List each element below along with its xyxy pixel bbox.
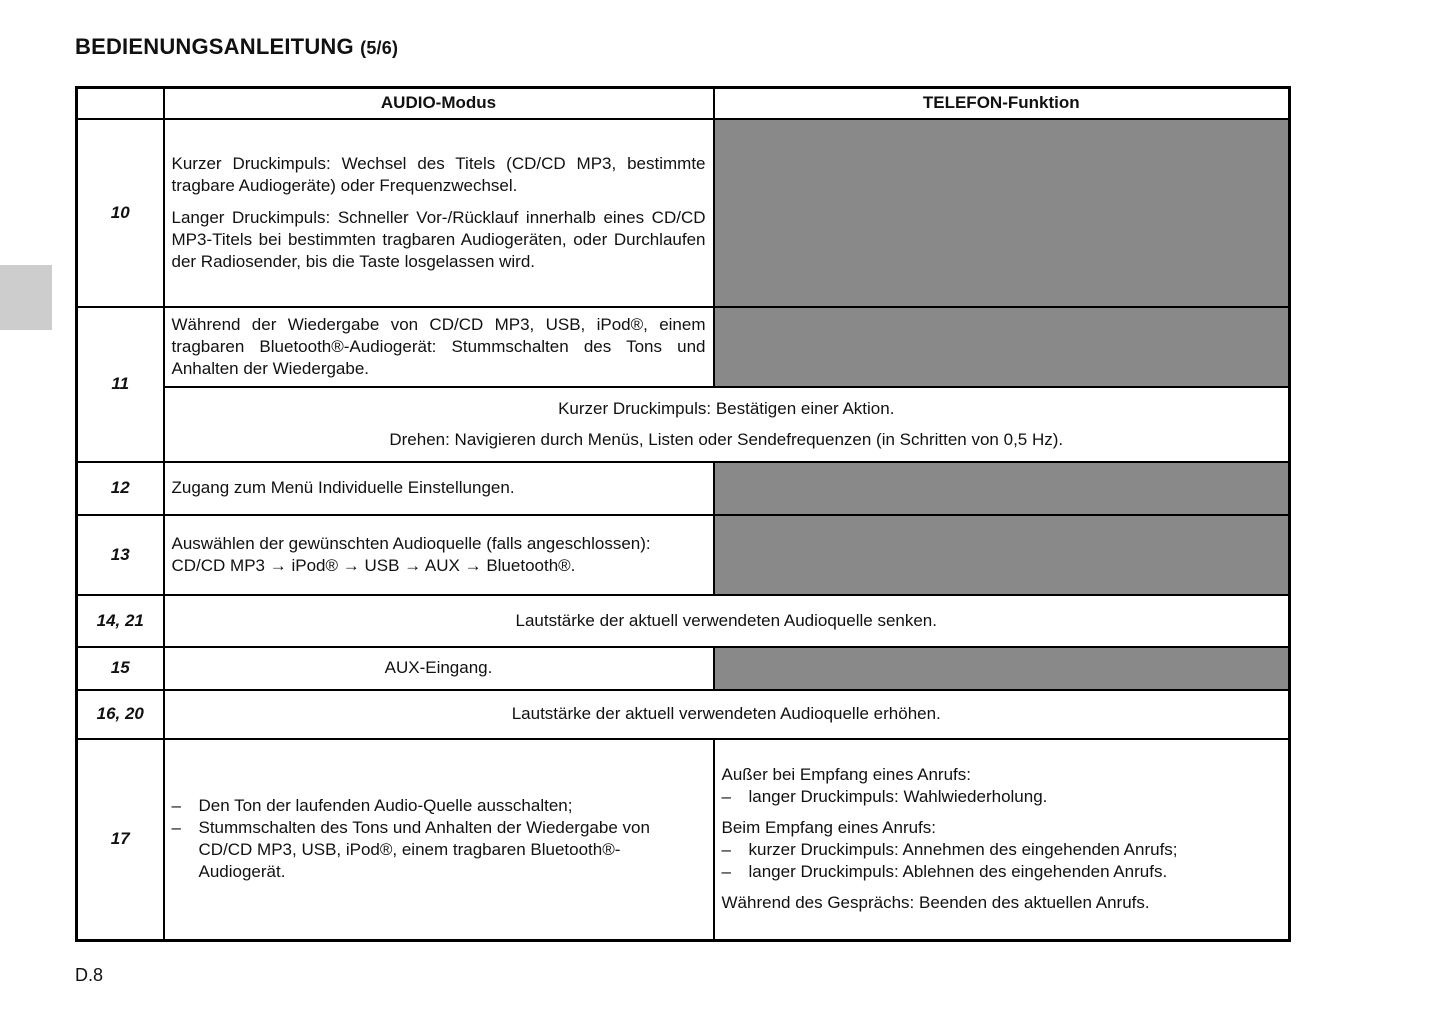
dash-bullet: – <box>721 840 731 860</box>
table-row-15 <box>77 647 1290 690</box>
table-row-16-20 <box>77 690 1290 739</box>
controls-table <box>75 86 1291 942</box>
row-number: 15 <box>77 647 164 690</box>
table-row-12 <box>77 462 1290 515</box>
row-number: 14, 21 <box>77 595 164 647</box>
table-row-11-bottom <box>77 387 1290 462</box>
shared-line: Drehen: Navigieren durch Menüs, Listen oder Sendefrequenzen (in Schritten von 0,5 Hz). <box>389 429 1064 449</box>
telefon-cell-unavailable <box>714 515 1290 595</box>
row-number: 12 <box>77 462 164 515</box>
audio-cell: AUX-Eingang. <box>164 647 714 690</box>
audio-paragraph: Kurzer Druckimpuls: Wechsel des Titels (CD/CD MP3, bestimmte tragbare Audiogeräte) oder Frequenzwechsel. <box>171 153 706 195</box>
page-content <box>75 34 1288 986</box>
dash-bullet: – <box>171 796 181 816</box>
audio-cell <box>164 739 714 941</box>
shared-cell <box>164 387 1290 462</box>
audio-cell <box>164 119 714 307</box>
table-row-14-21 <box>77 595 1290 647</box>
page-title <box>75 34 1288 60</box>
row-number: 17 <box>77 739 164 941</box>
audio-paragraph: Langer Druckimpuls: Schneller Vor-/Rücklauf innerhalb eines CD/CD MP3-Titels bei bestimmten tragbaren Audiogeräten, oder Durchlaufen der Radiosender, bis die Taste losgelassen wird. <box>171 207 706 271</box>
telefon-heading: Beim Empfang eines Anrufs: <box>721 818 937 838</box>
dash-bullet: – <box>171 818 181 838</box>
row-number: 10 <box>77 119 164 307</box>
telefon-cell-unavailable <box>714 119 1290 307</box>
audio-cell: Zugang zum Menü Individuelle Einstellungen. <box>164 462 714 515</box>
audio-list-item <box>172 817 706 883</box>
telefon-list-item-text: langer Druckimpuls: Ablehnen des eingehenden Anrufs. <box>748 862 1168 882</box>
audio-list-item-text: Den Ton der laufenden Audio-Quelle ausschalten; <box>198 796 573 816</box>
telefon-cell-unavailable <box>714 307 1290 387</box>
telefon-paragraph: Während des Gesprächs: Beenden des aktuellen Anrufs. <box>721 893 1150 913</box>
telefon-list-item-text: langer Druckimpuls: Wahlwiederholung. <box>748 787 1048 807</box>
dash-bullet: – <box>721 787 731 807</box>
telefon-cell <box>714 739 1290 941</box>
table-row-11-top <box>77 307 1290 387</box>
shared-cell: Lautstärke der aktuell verwendeten Audioquelle erhöhen. <box>164 690 1290 739</box>
telefon-list-item <box>722 786 1282 808</box>
telefon-heading: Außer bei Empfang eines Anrufs: <box>721 765 971 785</box>
header-cell-audio: AUDIO-Modus <box>164 88 714 119</box>
shared-cell: Lautstärke der aktuell verwendeten Audioquelle senken. <box>164 595 1290 647</box>
telefon-cell-unavailable <box>714 647 1290 690</box>
telefon-cell-unavailable <box>714 462 1290 515</box>
row-number: 16, 20 <box>77 690 164 739</box>
audio-list-item <box>172 795 706 817</box>
table-row-13 <box>77 515 1290 595</box>
table-header-row <box>77 88 1290 119</box>
shared-line: Kurzer Druckimpuls: Bestätigen einer Aktion. <box>558 398 895 418</box>
telefon-list-item <box>722 839 1282 861</box>
page-title-text: BEDIENUNGSANLEITUNG <box>75 34 354 59</box>
telefon-paragraph <box>722 764 1282 808</box>
telefon-paragraph <box>722 817 1282 883</box>
audio-cell: Während der Wiedergabe von CD/CD MP3, USB, iPod®, einem tragbaren Bluetooth®-Audiogerät: Stummschalten des Tons und Anhalten der Wiedergabe. <box>164 307 714 387</box>
table-row-17 <box>77 739 1290 941</box>
audio-list-item-text: Stummschalten des Tons und Anhalten der Wiedergabe von CD/CD MP3, USB, iPod®, einem tragbaren Bluetooth®-Audiogerät. <box>198 818 650 882</box>
header-cell-telefon: TELEFON-Funktion <box>714 88 1290 119</box>
row-number: 11 <box>77 307 164 462</box>
page-title-suffix: (5/6) <box>360 38 399 58</box>
page-number: D.8 <box>75 965 104 985</box>
page-edge-tab <box>0 265 52 330</box>
dash-bullet: – <box>721 862 731 882</box>
header-cell-empty <box>77 88 164 119</box>
row-number: 13 <box>77 515 164 595</box>
telefon-list-item <box>722 861 1282 883</box>
telefon-list-item-text: kurzer Druckimpuls: Annehmen des eingehenden Anrufs; <box>748 840 1178 860</box>
table-row-10 <box>77 119 1290 307</box>
audio-cell: Auswählen der gewünschten Audioquelle (falls angeschlossen): CD/CD MP3 → iPod® → USB → AUX → Bluetooth®. <box>164 515 714 595</box>
